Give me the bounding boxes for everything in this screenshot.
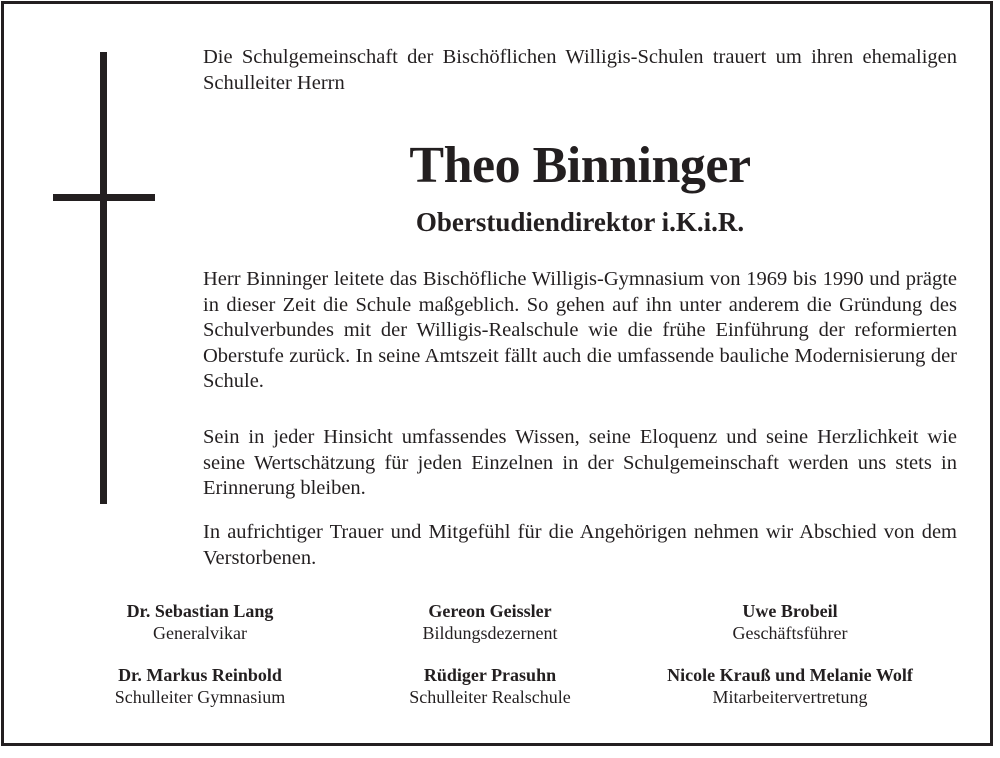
deceased-title: Oberstudiendirektor i.K.i.R. — [415, 207, 745, 237]
signature-name: Rüdiger Prasuhn — [423, 665, 557, 685]
intro-text: Die Schulgemeinschaft der Bischöflichen Willigis-Schulen trauert um ihren ehemaligen Schulleiter Herrn — [203, 46, 957, 94]
deceased-name: Theo Binninger — [409, 137, 751, 194]
signature-name: Uwe Brobeil — [742, 601, 838, 621]
signature-role: Geschäftsführer — [732, 623, 848, 643]
signature-role: Bildungsdezernent — [422, 623, 558, 643]
signature — [40, 664, 360, 708]
signature-name: Gereon Geissler — [428, 601, 552, 621]
signature — [360, 600, 620, 644]
signature — [620, 664, 960, 708]
paragraph-tribute: Sein in jeder Hinsicht umfassendes Wissen, seine Eloquenz und seine Herzlichkeit wie seine Wertschätzung für jeden Einzelnen in der Schulgemeinschaft werden uns stets in Erinnerung bleiben. — [203, 426, 957, 500]
signatures-grid — [40, 600, 960, 708]
signature-name: Nicole Krauß und Melanie Wolf — [667, 665, 913, 685]
paragraph-farewell: In aufrichtiger Trauer und Mitgefühl für die Angehörigen nehmen wir Abschied von dem Verstorbenen. — [203, 521, 957, 569]
signature-role: Mitarbeitervertretung — [712, 687, 868, 707]
cross-vertical-beam — [100, 52, 107, 504]
signature — [360, 664, 620, 708]
paragraph-biography: Herr Binninger leitete das Bischöfliche Willigis-Gymnasium von 1969 bis 1990 und prägte in dieser Zeit die Schule maßgeblich. So gehen auf ihn unter anderem die Gründung des Schulverbundes mit der Willigis-Realschule wie die frühe Einführung der reformierten Oberstufe zurück. In seine Amtszeit fällt auch die umfassende bauliche Modernisierung der Schule. — [203, 268, 957, 393]
signature — [620, 600, 960, 644]
signature — [40, 600, 360, 644]
signature-name: Dr. Markus Reinbold — [118, 665, 282, 685]
signature-role: Schulleiter Gymnasium — [114, 687, 286, 707]
cross-horizontal-beam — [53, 194, 155, 201]
signature-role: Generalvikar — [153, 623, 247, 643]
signature-role: Schulleiter Realschule — [409, 687, 571, 707]
signature-name: Dr. Sebastian Lang — [126, 601, 274, 621]
